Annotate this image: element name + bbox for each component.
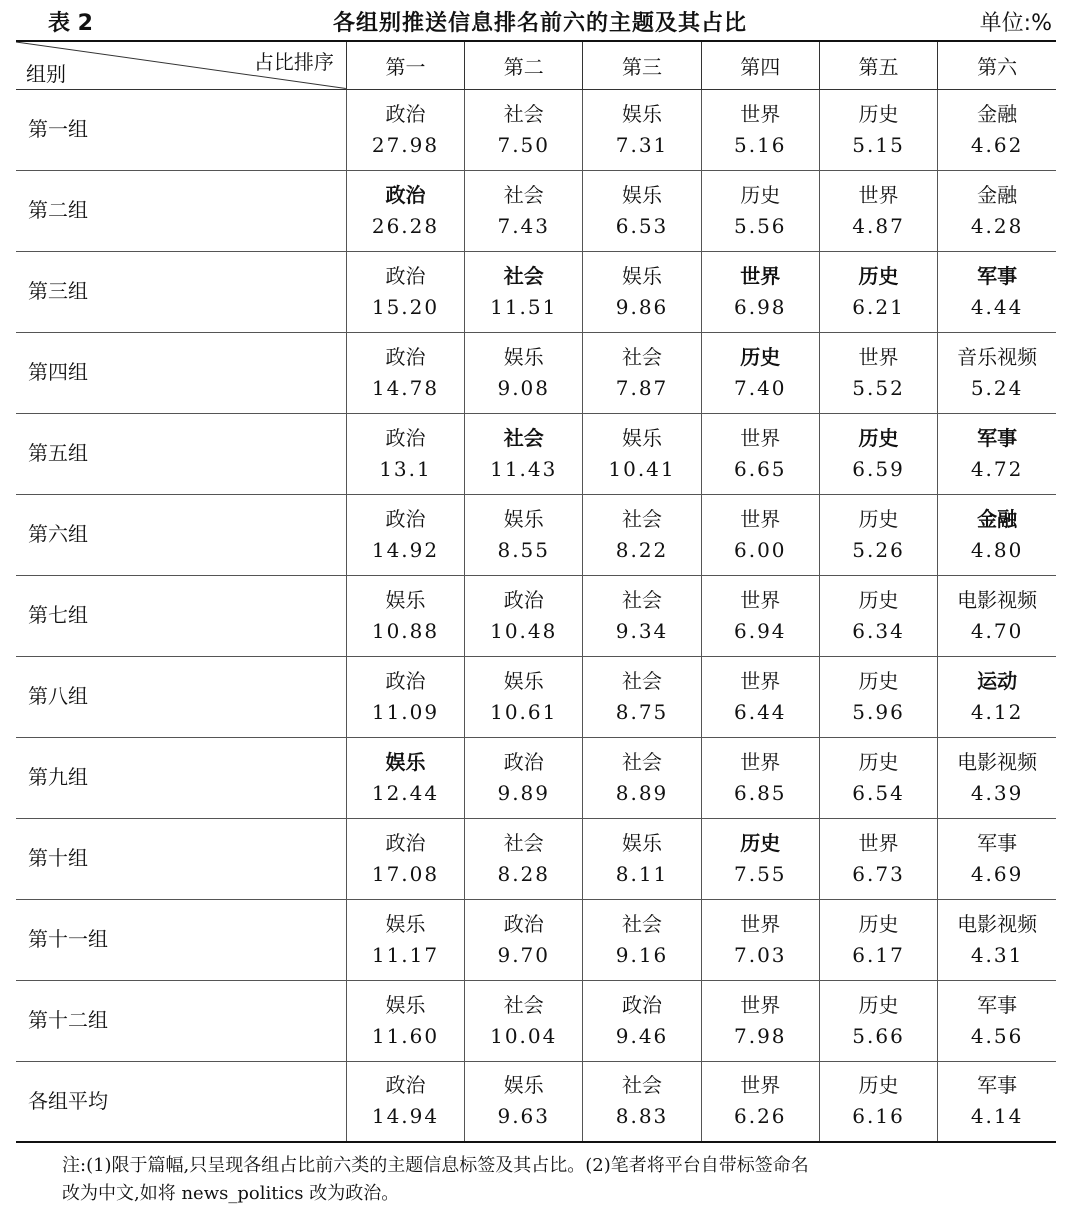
topic-label: 娱乐 (503, 344, 544, 369)
topic-cell (465, 980, 583, 1061)
table-row (16, 413, 1056, 494)
topic-percentage: 6.98 (734, 294, 787, 319)
group-name-cell: 第二组 (16, 170, 346, 251)
group-name-cell: 第十组 (16, 818, 346, 899)
topic-label: 政治 (385, 1073, 426, 1098)
topic-label: 社会 (622, 344, 662, 369)
topic-percentage: 11.51 (490, 294, 558, 319)
topic-label: 社会 (503, 182, 544, 207)
topic-percentage: 9.46 (615, 1023, 669, 1048)
topic-cell (346, 899, 464, 980)
topic-cell (465, 737, 583, 818)
topic-percentage: 5.66 (852, 1023, 905, 1048)
rank-header: 第四 (701, 41, 819, 89)
topic-cell (465, 170, 583, 251)
topic-percentage: 8.75 (615, 699, 669, 724)
table-body (16, 89, 1056, 1142)
topic-label: 世界 (858, 182, 899, 207)
topic-label: 军事 (977, 425, 1018, 450)
table-row (16, 818, 1056, 899)
topic-percentage: 4.62 (970, 132, 1024, 157)
topic-percentage: 11.60 (371, 1023, 440, 1048)
topic-cell (583, 899, 701, 980)
topic-cell (819, 1061, 937, 1142)
topic-percentage: 9.63 (497, 1104, 550, 1129)
rank-header: 第三 (583, 41, 701, 89)
table-row (16, 170, 1056, 251)
topic-label: 历史 (858, 911, 899, 936)
unit-label: 单位:% (979, 11, 1052, 36)
table-row (16, 575, 1056, 656)
topic-cell (346, 170, 464, 251)
topic-cell (701, 575, 819, 656)
topic-percentage: 4.12 (970, 699, 1024, 724)
topic-cell (465, 575, 583, 656)
topic-label: 历史 (858, 587, 899, 612)
topic-cell (819, 980, 937, 1061)
topic-label: 音乐视频 (957, 344, 1038, 369)
topic-cell (465, 251, 583, 332)
group-name-cell: 第七组 (16, 575, 346, 656)
topic-label: 历史 (858, 749, 899, 774)
topic-cell (819, 818, 937, 899)
topic-cell (465, 1061, 583, 1142)
topic-cell (465, 332, 583, 413)
topic-percentage: 6.53 (615, 213, 669, 238)
topic-percentage: 5.56 (734, 213, 787, 238)
topic-cell (819, 89, 937, 170)
table-title: 各组别推送信息排名前六的主题及其占比 (332, 11, 747, 36)
table-row (16, 980, 1056, 1061)
topic-percentage: 12.44 (371, 780, 440, 805)
topic-cell (346, 332, 464, 413)
topic-label: 历史 (858, 1073, 899, 1098)
topic-cell (346, 251, 464, 332)
topic-label: 世界 (740, 749, 781, 774)
topic-percentage: 10.61 (490, 699, 558, 724)
topic-label: 历史 (858, 101, 899, 126)
rank-header: 第二 (465, 41, 583, 89)
topic-percentage: 7.50 (497, 132, 550, 157)
group-name-cell: 各组平均 (16, 1061, 346, 1142)
topic-cell (819, 737, 937, 818)
topic-percentage: 6.34 (852, 618, 905, 643)
topic-label: 社会 (622, 506, 662, 531)
topic-label: 世界 (858, 830, 899, 855)
topic-cell (819, 656, 937, 737)
topic-percentage: 5.15 (852, 132, 905, 157)
group-name-cell: 第九组 (16, 737, 346, 818)
topic-label: 世界 (740, 101, 781, 126)
topic-cell (346, 89, 464, 170)
topic-cell (346, 656, 464, 737)
topic-percentage: 6.00 (734, 537, 787, 562)
topic-label: 政治 (503, 911, 544, 936)
topic-label: 军事 (977, 992, 1018, 1017)
topic-cell (701, 656, 819, 737)
topic-percentage: 11.17 (371, 942, 440, 967)
topic-label: 政治 (503, 587, 544, 612)
topic-cell (938, 251, 1056, 332)
topic-percentage: 10.48 (490, 618, 558, 643)
topic-label: 社会 (622, 587, 662, 612)
topic-label: 军事 (977, 830, 1018, 855)
topic-label: 娱乐 (622, 425, 662, 450)
topic-cell (583, 737, 701, 818)
topic-label: 娱乐 (622, 830, 662, 855)
topic-label: 金融 (977, 182, 1018, 207)
topic-cell (701, 89, 819, 170)
table-row (16, 899, 1056, 980)
topic-cell (938, 737, 1056, 818)
topic-label: 娱乐 (385, 749, 426, 774)
topic-percentage: 5.24 (970, 375, 1024, 400)
topic-percentage: 7.40 (734, 375, 787, 400)
topic-percentage: 4.70 (970, 618, 1024, 643)
group-name-cell: 第五组 (16, 413, 346, 494)
topic-label: 世界 (740, 587, 781, 612)
topic-cell (465, 413, 583, 494)
topic-percentage: 7.87 (615, 375, 669, 400)
topic-percentage: 8.28 (497, 861, 550, 886)
topic-cell (938, 1061, 1056, 1142)
rank-axis-label: 占比排序 (253, 50, 334, 74)
topic-label: 历史 (858, 425, 899, 450)
topic-cell (938, 332, 1056, 413)
topic-label: 社会 (622, 668, 662, 693)
table-footnote (62, 1152, 1062, 1208)
topic-percentage: 8.83 (615, 1104, 669, 1129)
topic-label: 社会 (622, 911, 662, 936)
topic-percentage: 10.41 (608, 456, 676, 481)
topic-cell (701, 494, 819, 575)
topic-label: 世界 (740, 506, 781, 531)
topic-label: 政治 (385, 830, 426, 855)
topic-cell (819, 899, 937, 980)
topic-percentage: 8.89 (615, 780, 669, 805)
topic-percentage: 5.52 (852, 375, 905, 400)
topic-label: 历史 (858, 668, 899, 693)
topic-label: 娱乐 (503, 1073, 544, 1098)
topic-percentage: 6.65 (734, 456, 787, 481)
topic-cell (346, 413, 464, 494)
topic-cell (583, 413, 701, 494)
topic-label: 社会 (503, 992, 544, 1017)
topic-cell (938, 656, 1056, 737)
topic-percentage: 7.98 (734, 1023, 787, 1048)
topic-cell (701, 170, 819, 251)
topic-label: 历史 (740, 830, 781, 855)
table-row (16, 1061, 1056, 1142)
topic-cell (346, 980, 464, 1061)
table-number: 表 2 (48, 11, 93, 36)
topic-label: 社会 (503, 263, 544, 288)
topic-percentage: 27.98 (371, 132, 440, 157)
table-row (16, 251, 1056, 332)
topic-label: 政治 (385, 344, 426, 369)
topic-percentage: 4.14 (970, 1104, 1024, 1129)
topic-ranking-table (16, 40, 1056, 1143)
topic-label: 娱乐 (503, 506, 544, 531)
topic-percentage: 5.26 (852, 537, 905, 562)
topic-cell (465, 89, 583, 170)
topic-label: 历史 (740, 182, 781, 207)
topic-cell (701, 1061, 819, 1142)
topic-percentage: 4.80 (970, 537, 1024, 562)
topic-cell (346, 575, 464, 656)
topic-label: 世界 (740, 1073, 781, 1098)
topic-cell (938, 899, 1056, 980)
topic-percentage: 6.21 (852, 294, 905, 319)
topic-cell (465, 899, 583, 980)
topic-cell (346, 1061, 464, 1142)
topic-cell (938, 413, 1056, 494)
topic-cell (701, 899, 819, 980)
topic-percentage: 9.34 (615, 618, 669, 643)
topic-percentage: 7.43 (497, 213, 550, 238)
group-name-cell: 第六组 (16, 494, 346, 575)
topic-percentage: 4.28 (970, 213, 1024, 238)
topic-percentage: 4.87 (852, 213, 905, 238)
topic-cell (819, 575, 937, 656)
topic-cell (583, 656, 701, 737)
topic-percentage: 4.69 (970, 861, 1024, 886)
table-row (16, 89, 1056, 170)
topic-percentage: 6.17 (852, 942, 905, 967)
topic-percentage: 4.56 (970, 1023, 1024, 1048)
topic-percentage: 26.28 (371, 213, 440, 238)
topic-cell (938, 170, 1056, 251)
topic-cell (346, 737, 464, 818)
topic-cell (938, 494, 1056, 575)
topic-percentage: 14.94 (371, 1104, 440, 1129)
topic-percentage: 6.16 (852, 1104, 905, 1129)
topic-cell (938, 89, 1056, 170)
topic-label: 历史 (858, 992, 899, 1017)
topic-label: 政治 (385, 425, 426, 450)
table-row (16, 737, 1056, 818)
topic-label: 政治 (622, 992, 662, 1017)
topic-cell (583, 170, 701, 251)
table-caption (0, 0, 1080, 42)
group-name-cell: 第十二组 (16, 980, 346, 1061)
topic-label: 社会 (503, 101, 544, 126)
topic-label: 军事 (977, 263, 1018, 288)
topic-label: 政治 (385, 668, 426, 693)
topic-percentage: 6.85 (734, 780, 787, 805)
topic-cell (583, 575, 701, 656)
topic-cell (583, 818, 701, 899)
topic-cell (465, 818, 583, 899)
topic-percentage: 7.55 (734, 861, 787, 886)
topic-cell (938, 818, 1056, 899)
topic-label: 世界 (740, 263, 781, 288)
topic-cell (819, 494, 937, 575)
corner-header-cell (16, 41, 346, 89)
topic-percentage: 6.94 (734, 618, 787, 643)
topic-label: 政治 (385, 101, 426, 126)
topic-label: 社会 (503, 425, 544, 450)
topic-cell (701, 818, 819, 899)
rank-header: 第一 (346, 41, 464, 89)
topic-label: 娱乐 (385, 587, 426, 612)
topic-cell (701, 980, 819, 1061)
topic-cell (819, 170, 937, 251)
topic-percentage: 17.08 (371, 861, 440, 886)
topic-label: 金融 (977, 101, 1018, 126)
topic-label: 政治 (385, 182, 426, 207)
topic-label: 社会 (622, 1073, 662, 1098)
table-row (16, 494, 1056, 575)
topic-percentage: 13.1 (379, 456, 432, 481)
topic-percentage: 4.31 (970, 942, 1024, 967)
topic-label: 世界 (740, 911, 781, 936)
topic-percentage: 5.16 (734, 132, 787, 157)
topic-percentage: 15.20 (371, 294, 440, 319)
topic-percentage: 6.54 (852, 780, 905, 805)
group-name-cell: 第八组 (16, 656, 346, 737)
group-name-cell: 第三组 (16, 251, 346, 332)
topic-label: 历史 (858, 506, 899, 531)
topic-cell (819, 251, 937, 332)
table-row (16, 656, 1056, 737)
topic-label: 电影视频 (957, 587, 1038, 612)
topic-percentage: 6.26 (734, 1104, 787, 1129)
topic-cell (583, 980, 701, 1061)
rank-header: 第六 (938, 41, 1056, 89)
topic-percentage: 4.72 (970, 456, 1024, 481)
group-name-cell: 第四组 (16, 332, 346, 413)
topic-percentage: 4.39 (970, 780, 1024, 805)
topic-cell (583, 251, 701, 332)
topic-cell (465, 494, 583, 575)
topic-percentage: 6.44 (734, 699, 787, 724)
topic-label: 电影视频 (957, 911, 1038, 936)
group-name-cell: 第一组 (16, 89, 346, 170)
topic-percentage: 14.92 (371, 537, 440, 562)
topic-percentage: 9.89 (497, 780, 550, 805)
topic-cell (583, 332, 701, 413)
topic-label: 娱乐 (385, 911, 426, 936)
footnote-line: 改为中文,如将 news_politics 改为政治。 (62, 1183, 400, 1204)
topic-label: 历史 (858, 263, 899, 288)
topic-label: 历史 (740, 344, 781, 369)
topic-percentage: 11.09 (371, 699, 440, 724)
topic-cell (938, 575, 1056, 656)
topic-percentage: 8.55 (497, 537, 550, 562)
header-row (16, 41, 1056, 89)
topic-percentage: 7.31 (615, 132, 669, 157)
topic-percentage: 6.59 (852, 456, 905, 481)
topic-label: 社会 (622, 749, 662, 774)
topic-label: 世界 (740, 668, 781, 693)
topic-percentage: 7.03 (734, 942, 787, 967)
topic-cell (583, 89, 701, 170)
topic-label: 政治 (503, 749, 544, 774)
topic-label: 军事 (977, 1073, 1018, 1098)
topic-cell (346, 818, 464, 899)
topic-cell (819, 332, 937, 413)
topic-cell (701, 332, 819, 413)
group-axis-label: 组别 (26, 61, 66, 86)
topic-cell (701, 413, 819, 494)
topic-label: 运动 (977, 668, 1018, 693)
topic-label: 娱乐 (503, 668, 544, 693)
footnote-line: 注:(1)限于篇幅,只呈现各组占比前六类的主题信息标签及其占比。(2)笔者将平台自带标签命名 (62, 1155, 809, 1176)
topic-percentage: 6.73 (852, 861, 905, 886)
topic-percentage: 10.04 (490, 1023, 558, 1048)
topic-percentage: 8.22 (615, 537, 669, 562)
topic-label: 世界 (740, 992, 781, 1017)
topic-label: 娱乐 (622, 263, 662, 288)
topic-cell (346, 494, 464, 575)
rank-header: 第五 (819, 41, 937, 89)
topic-label: 社会 (503, 830, 544, 855)
topic-cell (583, 1061, 701, 1142)
topic-cell (701, 251, 819, 332)
topic-label: 政治 (385, 506, 426, 531)
topic-percentage: 4.44 (970, 294, 1024, 319)
topic-label: 世界 (858, 344, 899, 369)
topic-percentage: 9.70 (497, 942, 550, 967)
topic-percentage: 9.08 (497, 375, 550, 400)
topic-percentage: 10.88 (371, 618, 440, 643)
topic-label: 娱乐 (385, 992, 426, 1017)
topic-percentage: 9.86 (615, 294, 669, 319)
topic-label: 娱乐 (622, 101, 662, 126)
topic-label: 电影视频 (957, 749, 1038, 774)
topic-percentage: 11.43 (490, 456, 558, 481)
topic-label: 娱乐 (622, 182, 662, 207)
topic-label: 政治 (385, 263, 426, 288)
topic-cell (819, 413, 937, 494)
topic-cell (465, 656, 583, 737)
topic-cell (701, 737, 819, 818)
topic-label: 世界 (740, 425, 781, 450)
topic-percentage: 9.16 (615, 942, 669, 967)
topic-percentage: 8.11 (615, 861, 669, 886)
topic-percentage: 14.78 (371, 375, 440, 400)
topic-cell (938, 980, 1056, 1061)
topic-label: 金融 (977, 506, 1018, 531)
group-name-cell: 第十一组 (16, 899, 346, 980)
table-row (16, 332, 1056, 413)
topic-cell (583, 494, 701, 575)
topic-percentage: 5.96 (852, 699, 905, 724)
